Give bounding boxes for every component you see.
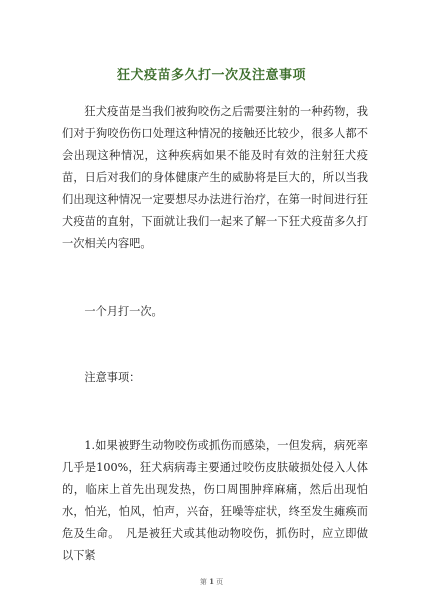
footer-page-number: 1 bbox=[209, 577, 214, 586]
paragraph-notes-heading: 注意事项： bbox=[84, 371, 141, 384]
page-footer bbox=[0, 577, 423, 587]
footer-suffix: 页 bbox=[216, 578, 224, 586]
document-title: 狂犬疫苗多久打一次及注意事项 bbox=[116, 68, 306, 83]
footer-prefix: 第 bbox=[199, 578, 207, 586]
paragraph-note-1: 1.如果被野生动物咬伤或抓伤而感染，一但发病，病死率几乎是100%，狂犬病病毒主要通过咬伤皮肤破损处侵入人体的，临床上首先出现发热，伤口周围肿痒麻痛，然后出现怕水，怕光，怕风，怕声，兴奋，狂噪等症状，终至发生瘫痪而危及生命。 凡是被狂犬或其他动物咬伤，抓伤时，应立即做以下紧 bbox=[62, 439, 368, 562]
paragraph-frequency: 一个月打一次。 bbox=[84, 305, 163, 318]
paragraph-intro: 狂犬疫苗是当我们被狗咬伤之后需要注射的一种药物，我们对于狗咬伤伤口处理这种情况的接触还比较少，很多人都不会出现这种情况，这种疾病如果不能及时有效的注射狂犬疫苗，日后对我们的身体健康产生的威胁将是巨大的，所以当我们出现这种情况一定要想尽办法进行治疗，在第一时间进行狂犬疫苗的直射，下面就让我们一起来了解一下狂犬疫苗多久打一次相关内容吧。 bbox=[62, 105, 368, 250]
